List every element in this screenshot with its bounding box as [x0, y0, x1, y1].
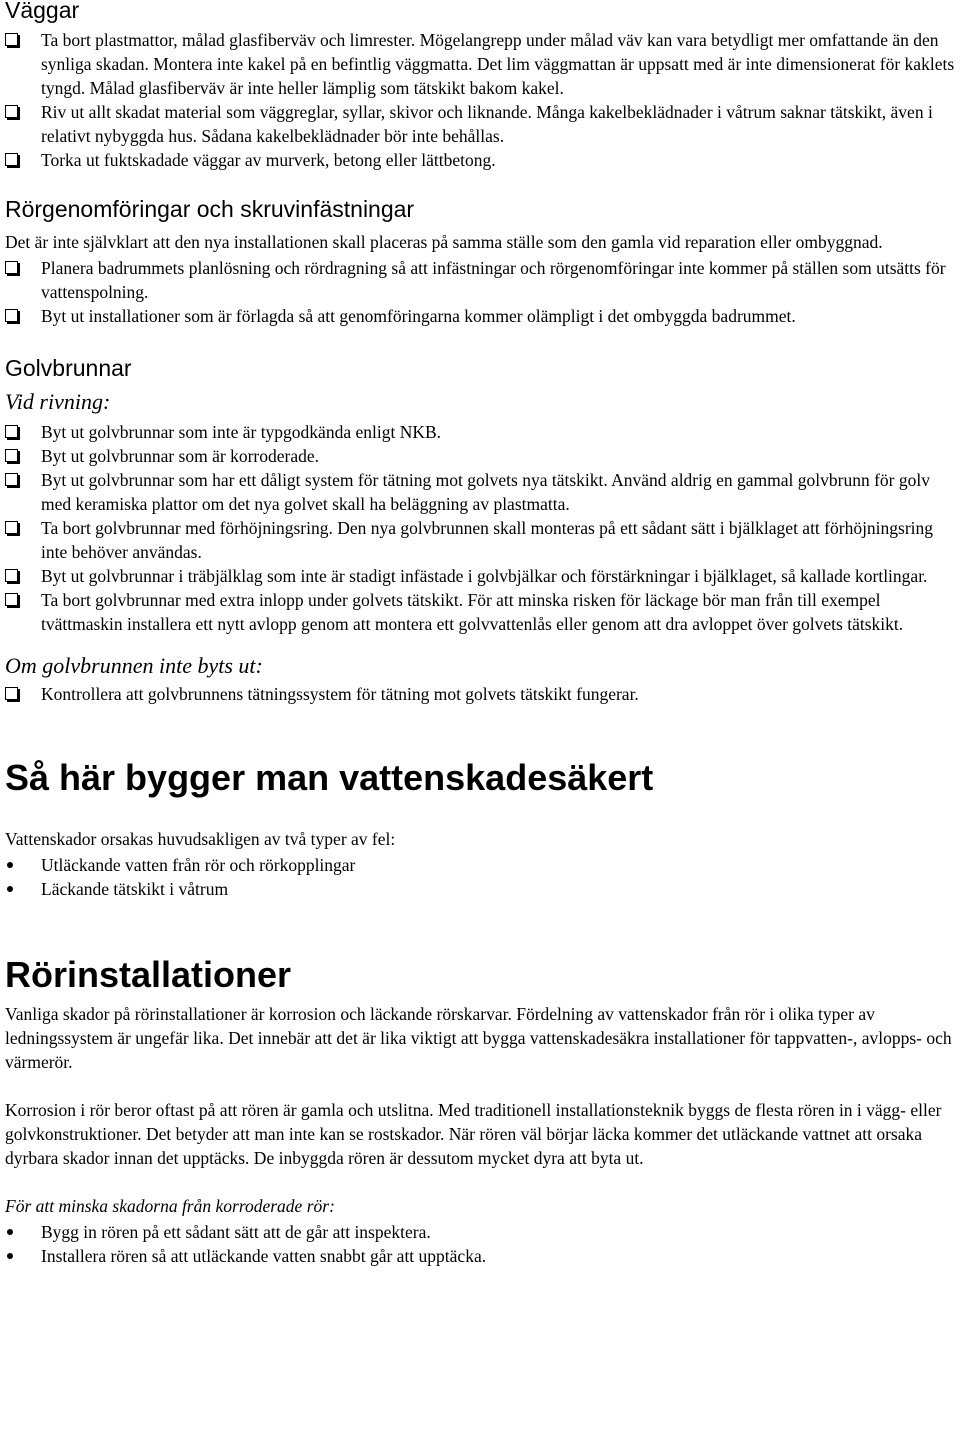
list-item	[5, 516, 955, 564]
checkbox-icon	[5, 261, 18, 274]
bullet-icon	[7, 886, 13, 892]
checkbox-icon	[5, 521, 18, 534]
paragraph: Det är inte självklart att den nya installationen skall placeras på samma ställe som den gamla vid reparation eller ombyggnad.	[5, 232, 883, 252]
list-item-text: Utläckande vatten från rör och rörkopplingar	[41, 855, 356, 875]
subheading-korroderade: För att minska skadorna från korroderade rör:	[5, 1196, 335, 1216]
bullet-list-vattenskador	[5, 853, 955, 901]
list-item	[5, 564, 955, 588]
section-heading-rorgenomforingar: Rörgenomföringar och skruvinfästningar	[5, 196, 415, 222]
checkbox-icon	[5, 449, 18, 462]
list-item-text: Ta bort golvbrunnar med extra inlopp under golvets tätskikt. För att minska risken för läckage bör man från till exempel tvättmaskin installera ett nytt avlopp genom att montera ett golvvattenlås eller genom att dra avloppet över golvets tätskikt.	[41, 590, 904, 634]
checkbox-icon	[5, 425, 18, 438]
section-heading-golvbrunnar: Golvbrunnar	[5, 355, 132, 381]
checklist-rorgenomforingar	[5, 256, 955, 328]
list-item	[5, 468, 955, 516]
list-item-text: Bygg in rören på ett sådant sätt att de går att inspektera.	[41, 1222, 431, 1242]
checkbox-icon	[5, 33, 18, 46]
chapter-heading-sa-har: Så här bygger man vattenskadesäkert	[5, 757, 654, 798]
list-item	[5, 444, 955, 468]
list-item-text: Riv ut allt skadat material som väggreglar, syllar, skivor och liknande. Många kakelbeklädnader i våtrum saknar tätskikt, även i relativt nybyggda hus. Sådana kakelbeklädnader bör inte behållas.	[41, 102, 933, 146]
subheading-vid-rivning: Vid rivning:	[5, 389, 111, 414]
list-item-text: Läckande tätskikt i våtrum	[41, 879, 229, 899]
list-item	[5, 853, 955, 877]
section-heading-vaggar: Väggar	[5, 0, 80, 23]
checkbox-icon	[5, 473, 18, 486]
list-item-text: Byt ut golvbrunnar som inte är typgodkända enligt NKB.	[41, 422, 442, 442]
checkbox-icon	[5, 105, 18, 118]
list-item	[5, 1244, 955, 1268]
list-item-text: Byt ut installationer som är förlagda så att genomföringarna kommer olämpligt i det ombyggda badrummet.	[41, 306, 796, 326]
checklist-golvbrunnar-2	[5, 682, 955, 706]
checklist-golvbrunnar	[5, 420, 955, 636]
checklist-vaggar	[5, 28, 955, 172]
list-item	[5, 877, 955, 901]
bullet-icon	[7, 862, 13, 868]
document-page	[5, 0, 955, 1268]
checkbox-icon	[5, 569, 18, 582]
paragraph: Vanliga skador på rörinstallationer är korrosion och läckande rörskarvar. Fördelning av vattenskador från rör i olika typer av ledningssystem är ungefär lika. Det innebär att det är lika viktigt att bygga vattenskadesäkra installationer för tappvatten-, avlopps- och värmerör.	[5, 1004, 952, 1072]
list-item	[5, 256, 955, 304]
list-item-text: Byt ut golvbrunnar i träbjälklag som inte är stadigt infästade i golvbjälkar och förstärkningar i bjälklaget, så kallade kortlingar.	[41, 566, 928, 586]
list-item-text: Installera rören så att utläckande vatten snabbt går att upptäcka.	[41, 1246, 487, 1266]
list-item-text: Planera badrummets planlösning och rördragning så att infästningar och rörgenomföringar inte kommer på ställen som utsätts för vattenspolning.	[41, 258, 946, 302]
list-item-text: Ta bort golvbrunnar med förhöjningsring. Den nya golvbrunnen skall monteras på ett sådant sätt i bjälklaget att förhöjningsring inte behöver användas.	[41, 518, 934, 562]
paragraph: Vattenskador orsakas huvudsakligen av två typer av fel:	[5, 829, 396, 849]
paragraph: Korrosion i rör beror oftast på att rören är gamla och utslitna. Med traditionell installationsteknik byggs de flesta rören in i vägg- eller golvkonstruktioner. Det betyder att man inte kan se rostskador. När rören väl börjar läcka kommer det utläckande vattnet att orsaka dyrbara skador innan det upptäcks. De inbyggda rören är dessutom mycket dyra att byta ut.	[5, 1100, 942, 1168]
list-item	[5, 1220, 955, 1244]
list-item	[5, 420, 955, 444]
checkbox-icon	[5, 153, 18, 166]
list-item	[5, 682, 955, 706]
checkbox-icon	[5, 309, 18, 322]
list-item	[5, 28, 955, 100]
bullet-icon	[7, 1229, 13, 1235]
chapter-heading-rorinstallationer: Rörinstallationer	[5, 954, 292, 995]
list-item	[5, 148, 955, 172]
checkbox-icon	[5, 593, 18, 606]
subheading-om-golvbrunnen: Om golvbrunnen inte byts ut:	[5, 653, 263, 678]
list-item-text: Torka ut fuktskadade väggar av murverk, betong eller lättbetong.	[41, 150, 496, 170]
list-item	[5, 588, 955, 636]
bullet-list-korroderade	[5, 1220, 955, 1268]
list-item-text: Ta bort plastmattor, målad glasfiberväv och limrester. Mögelangrepp under målad väv kan vara betydligt mer omfattande än den synliga skadan. Montera inte kakel på en befintlig väggmatta. Det lim väggmattan är uppsatt med är inte dimensionerat för kaklets tyngd. Målad glasfiberväv är inte heller lämplig som tätskikt bakom kakel.	[41, 30, 955, 98]
checkbox-icon	[5, 687, 18, 700]
list-item	[5, 100, 955, 148]
list-item-text: Kontrollera att golvbrunnens tätningssystem för tätning mot golvets tätskikt fungerar.	[41, 684, 639, 704]
list-item	[5, 304, 955, 328]
bullet-icon	[7, 1253, 13, 1259]
list-item-text: Byt ut golvbrunnar som är korroderade.	[41, 446, 319, 466]
list-item-text: Byt ut golvbrunnar som har ett dåligt system för tätning mot golvets nya tätskikt. Använd aldrig en gammal golvbrunn för golv med keramiska plattor om det nya golvet skall ha beläggning av plastmatta.	[41, 470, 930, 514]
